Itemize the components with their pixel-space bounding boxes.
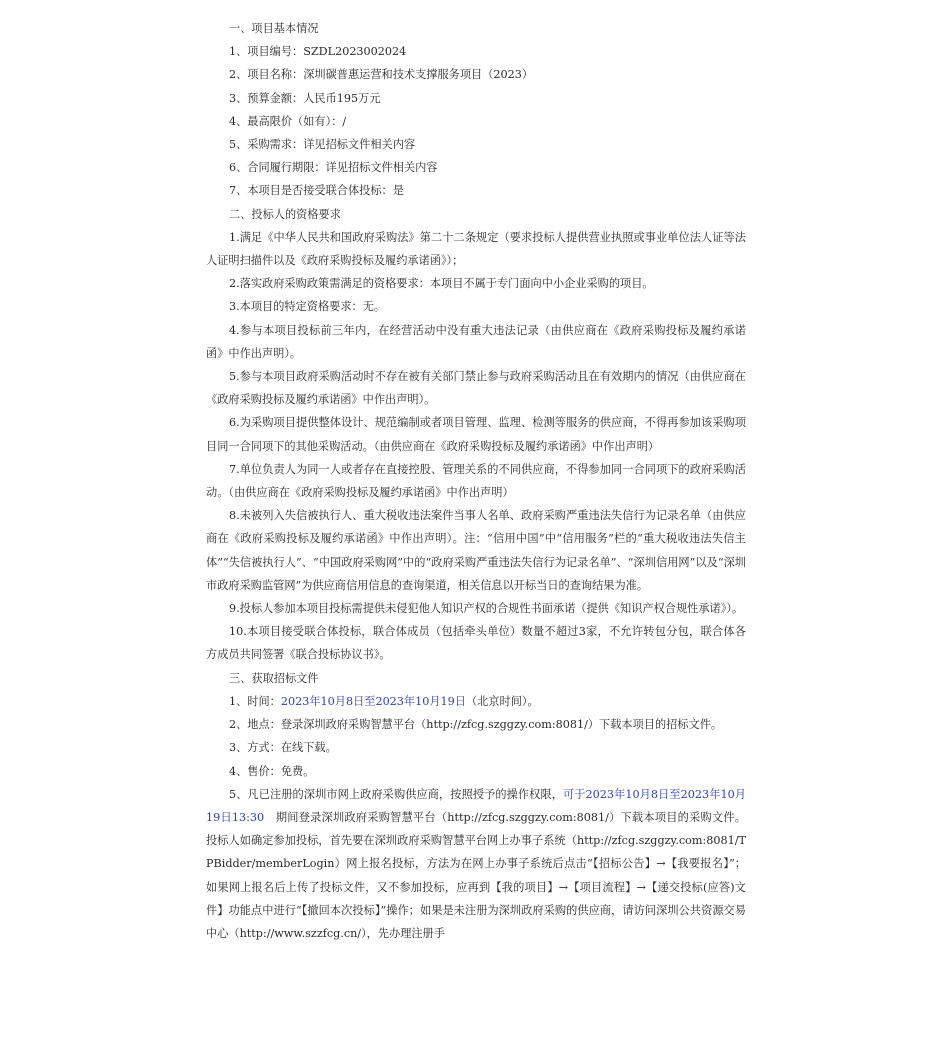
- time-prefix: 1、时间：: [229, 694, 281, 708]
- item-max-price: 4、最高限价（如有）：/: [229, 114, 347, 128]
- item-project-name: 2、项目名称：深圳碳普惠运营和技术支撑服务项目（2023）: [229, 68, 534, 82]
- time-suffix: （北京时间）。: [465, 694, 539, 708]
- item-consortium: 7、本项目是否接受联合体投标：是: [229, 184, 404, 198]
- item5-prefix: 5、凡已注册的深圳市网上政府采购供应商，按照授予的操作权限，: [229, 787, 563, 801]
- qualification-item: 2.落实政府采购政策需满足的资格要求：本项目不属于专门面向中小企业采购的项目。: [229, 277, 654, 291]
- qualification-item: 6.为采购项目提供整体设计、规范编制或者项目管理、监理、检测等服务的供应商，不得再参加该采购项目同一合同项下的其他采购活动。（由供应商在《政府采购投标及履约承诺函》中作出声明）: [206, 416, 746, 453]
- item-time: [206, 690, 746, 713]
- item5-highlight: 可于2023年10月8日至2023年10月19日13:30: [206, 787, 746, 824]
- qualification-item: 9.投标人参加本项目投标需提供未侵犯他人知识产权的合规性书面承诺（提供《知识产权合规性承诺》）。: [229, 602, 744, 616]
- item-location: 2、地点：登录深圳政府采购智慧平台（http://zfcg.szggzy.com:8081/）下载本项目的招标文件。: [229, 718, 723, 732]
- qualification-item: 1.满足《中华人民共和国政府采购法》第二十二条规定（要求投标人提供营业执照或事业单位法人证等法人证明扫描件以及《政府采购投标及履约承诺函》）；: [206, 230, 746, 268]
- announcement-document: [206, 17, 746, 945]
- qualification-item: 7.单位负责人为同一人或者存在直接控股、管理关系的不同供应商，不得参加同一合同项下的政府采购活动。（由供应商在《政府采购投标及履约承诺函》中作出声明）: [206, 462, 746, 500]
- item-contract-period: 6、合同履行期限：详见招标文件相关内容: [229, 161, 438, 175]
- item5-rest: 期间登录深圳政府采购智慧平台（http://zfcg.szggzy.com:8081/）下载本项目的采购文件。投标人如确定参加投标，首先要在深圳政府采购智慧平台网上办事子系统（http://zfcg.szggzy.com:8081/TPBidder/memberLogin）网上报名投标，方法为在网上办事子系统后点击“【招标公告】→【我要报名】”；如果网上报名后上传了投标文件，又不参加投标，应再到【我的项目】→【项目流程】→【递交投标(应答)文件】功能点中进行“【撤回本次投标】”操作；如果是未注册为深圳政府采购的供应商，请访问深圳公共资源交易中心（http://www.szzfcg.cn/），先办理注册手: [206, 810, 746, 940]
- section-heading-obtain-documents: 三、获取招标文件: [229, 671, 319, 685]
- item-requirements: 5、采购需求：详见招标文件相关内容: [229, 138, 416, 152]
- section-heading-qualifications: 二、投标人的资格要求: [229, 207, 341, 221]
- section-heading-basic-info: 一、项目基本情况: [229, 22, 319, 35]
- item-method: 3、方式：在线下载。: [229, 741, 337, 755]
- item-project-number: 1、项目编号：SZDL2023002024: [229, 45, 407, 59]
- qualification-item: 8.未被列入失信被执行人、重大税收违法案件当事人名单、政府采购严重违法失信行为记录名单（由供应商在《政府采购投标及履约承诺函》中作出声明）。注：“信用中国”中“信用服务”栏的“重大税收违法失信主体”“失信被执行人”、“中国政府采购网”中的“政府采购严重违法失信行为记录名单”、“深圳信用网”以及“深圳市政府采购监管网”为供应商信用信息的查询渠道，相关信息以开标当日的查询结果为准。: [206, 509, 746, 592]
- qualification-item: 5.参与本项目政府采购活动时不存在被有关部门禁止参与政府采购活动且在有效期内的情况（由供应商在《政府采购投标及履约承诺函》中作出声明）。: [206, 370, 746, 407]
- qualification-item: 3.本项目的特定资格要求：无。: [229, 300, 386, 314]
- time-range: 2023年10月8日至2023年10月19日: [280, 694, 466, 708]
- item-price: 4、售价：免费。: [229, 764, 315, 778]
- qualification-item: 4.参与本项目投标前三年内，在经营活动中没有重大违法记录（由供应商在《政府采购投标及履约承诺函》中作出声明）。: [206, 323, 746, 360]
- qualification-item: 10.本项目接受联合体投标，联合体成员（包括牵头单位）数量不超过3家，不允许转包分包，联合体各方成员共同签署《联合投标协议书》。: [206, 625, 746, 662]
- item-budget: 3、预算金额：人民币195万元: [229, 91, 381, 105]
- item-registered-suppliers: [206, 783, 746, 945]
